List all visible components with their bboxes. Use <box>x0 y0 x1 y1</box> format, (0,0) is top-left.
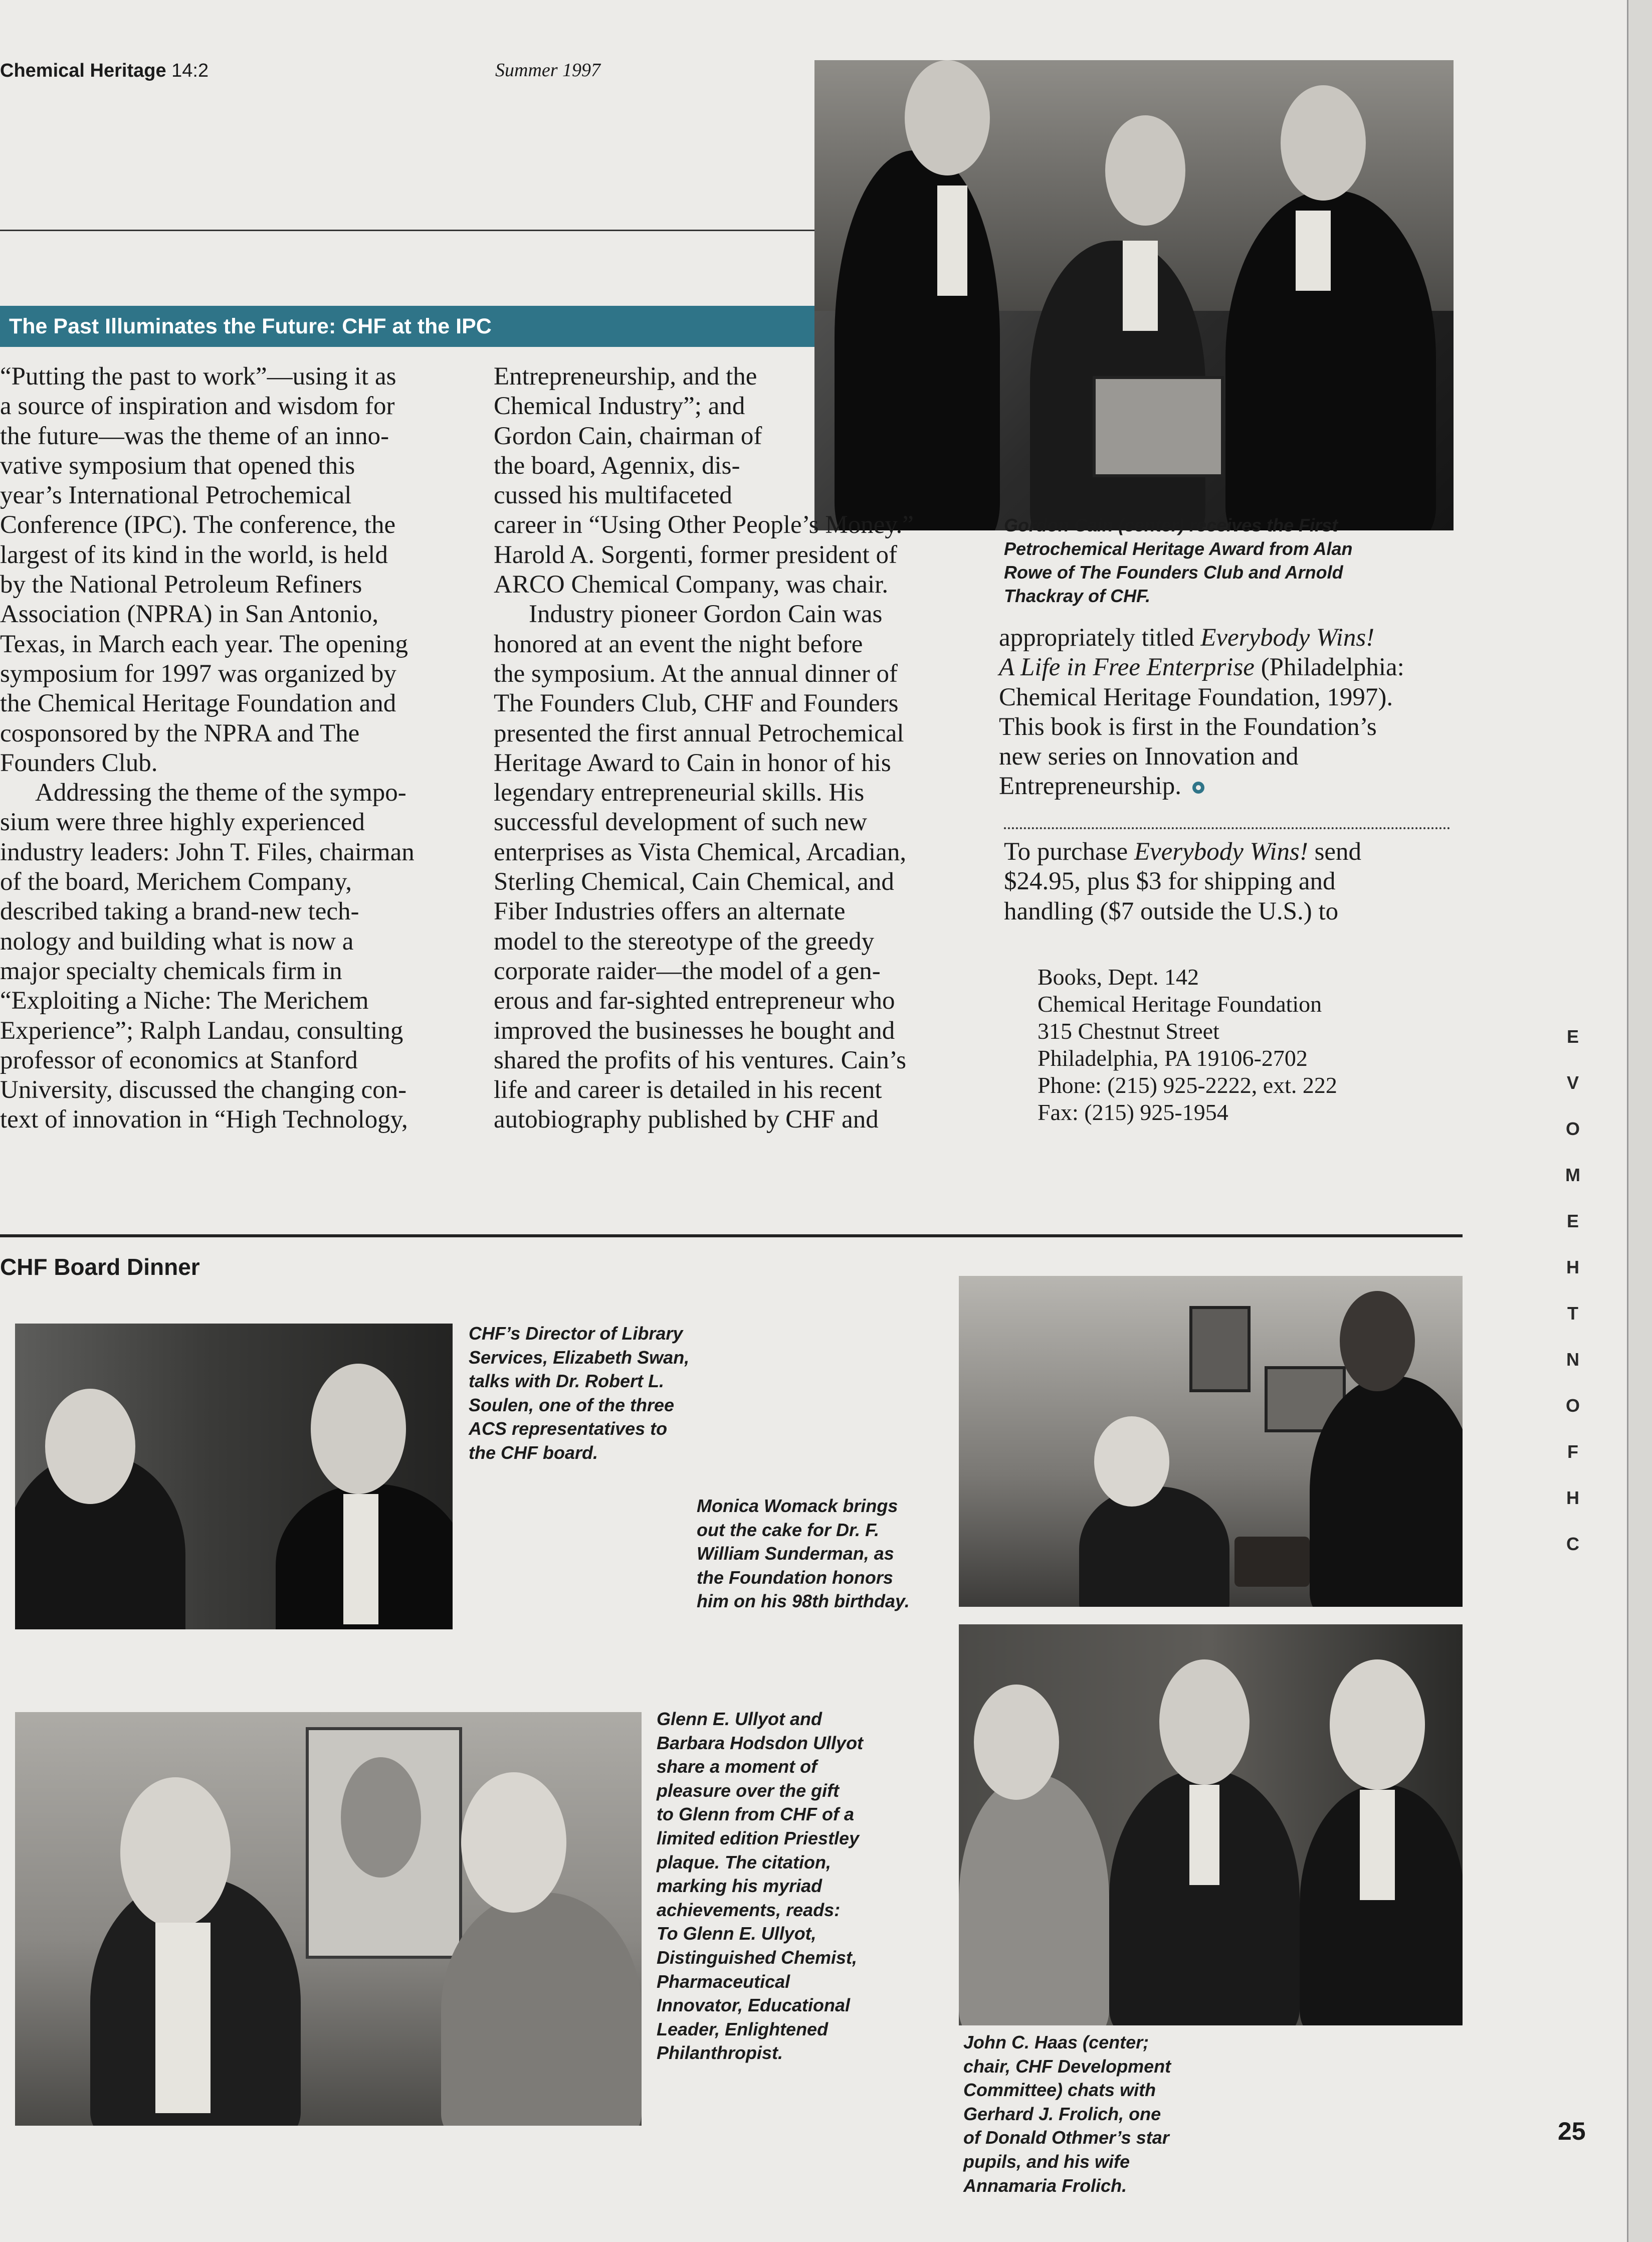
text-run: send <box>1308 838 1362 866</box>
caption-line: Committee) chats with <box>963 2080 1156 2101</box>
order-address <box>1038 964 1337 1126</box>
article-line: career in “Using Other People’s Money.” <box>494 511 914 539</box>
article-line: Chemical Industry”; and <box>494 392 745 421</box>
article-line: Heritage Award to Cain in honor of his <box>494 749 891 777</box>
section-banner: The Past Illuminates the Future: CHF at the IPC <box>0 306 814 347</box>
caption-line: out the cake for Dr. F. <box>697 1519 880 1540</box>
ullyot-photo <box>15 1712 642 2126</box>
caption-line: Innovator, Educational <box>657 1995 851 2016</box>
article-line <box>999 653 1404 682</box>
article-line: the board, Agennix, dis- <box>494 451 740 480</box>
article-line: the symposium. At the annual dinner of <box>494 659 898 688</box>
sidebar-letter: O <box>1565 1395 1580 1416</box>
article-line: the Chemical Heritage Foundation and <box>0 689 396 718</box>
article-line: legendary entrepreneurial skills. His <box>494 779 865 807</box>
article-line: Entrepreneurship, and the <box>494 362 757 391</box>
caption-line: William Sunderman, as <box>697 1543 894 1564</box>
article-line: symposium for 1997 was organized by <box>0 659 396 688</box>
womack-caption <box>697 1494 910 1613</box>
caption-line: Glenn E. Ullyot and <box>657 1709 822 1729</box>
page-edge <box>1627 0 1652 2242</box>
swan-soulen-caption <box>469 1322 689 1465</box>
article-column-1 <box>0 362 415 1135</box>
running-head-season: Summer 1997 <box>495 60 601 81</box>
caption-line: chair, CHF Development <box>963 2056 1171 2077</box>
caption-line: To Glenn E. Ullyot, <box>657 1923 816 1944</box>
article-line: nology and building what is now a <box>0 927 354 956</box>
caption-line: CHF’s Director of Library <box>469 1323 683 1344</box>
article-line: Association (NPRA) in San Antonio, <box>0 600 379 629</box>
running-head-journal <box>0 60 209 82</box>
article-column-3 <box>999 623 1404 802</box>
book-title: Everybody Wins! <box>1134 838 1308 866</box>
article-line: presented the first annual Petrochemical <box>494 719 904 748</box>
caption-line: achievements, reads: <box>657 1899 841 1920</box>
purchase-info <box>1004 837 1361 926</box>
article-line: enterprises as Vista Chemical, Arcadian, <box>494 838 907 866</box>
article-line: Fiber Industries offers an alternate <box>494 897 846 926</box>
caption-line: Annamaria Frolich. <box>963 2175 1127 2196</box>
sidebar-letter: H <box>1566 1257 1579 1277</box>
article-line: industry leaders: John T. Files, chairman <box>0 838 415 866</box>
book-subtitle: A Life in Free Enterprise <box>999 653 1255 682</box>
sidebar-letter: V <box>1566 1072 1579 1093</box>
sidebar-letter: H <box>1566 1487 1579 1508</box>
article-line: professor of economics at Stanford <box>0 1046 358 1074</box>
haas-frolich-photo <box>959 1624 1463 2025</box>
section-sidebar-label <box>1563 1028 1583 1581</box>
sidebar-letter: T <box>1567 1303 1578 1324</box>
article-line: new series on Innovation and <box>999 742 1299 771</box>
article-line: Industry pioneer Gordon Cain was <box>529 600 883 629</box>
article-line: Addressing the theme of the sympo- <box>35 779 406 807</box>
caption-line: Barbara Hodsdon Ullyot <box>657 1732 864 1753</box>
caption-line: ACS representatives to <box>469 1418 668 1439</box>
article-line: major specialty chemicals firm in <box>0 957 342 985</box>
ullyot-caption <box>657 1707 863 2065</box>
sidebar-letter: E <box>1566 1211 1579 1231</box>
article-line: Experience”; Ralph Landau, consulting <box>0 1016 403 1045</box>
article-column-2 <box>494 362 914 1135</box>
caption-line: Gerhard J. Frolich, one <box>963 2103 1161 2124</box>
journal-title: Chemical Heritage <box>0 60 166 81</box>
award-photo-caption <box>1004 513 1353 608</box>
page-number: 25 <box>1558 2117 1586 2145</box>
sidebar-letter: N <box>1566 1349 1579 1370</box>
text-run: (Philadelphia: <box>1254 653 1404 682</box>
article-line: vative symposium that opened this <box>0 451 355 480</box>
article-line: cussed his multifaceted <box>494 481 732 510</box>
caption-line: Leader, Enlightened <box>657 2018 829 2039</box>
book-title: Everybody Wins! <box>1200 624 1375 652</box>
article-line <box>999 623 1404 653</box>
article-line: of the board, Merichem Company, <box>0 868 352 896</box>
article-line: “Exploiting a Niche: The Merichem <box>0 987 369 1015</box>
article-line: by the National Petroleum Refiners <box>0 571 362 599</box>
article-line <box>1004 837 1361 867</box>
article-line: largest of its kind in the world, is held <box>0 540 388 569</box>
caption-line: pleasure over the gift <box>657 1780 840 1801</box>
article-line: Chemical Heritage Foundation, 1997). <box>999 683 1393 711</box>
article-line: cosponsored by the NPRA and The <box>0 719 360 748</box>
article-line: University, discussed the changing con- <box>0 1076 407 1104</box>
article-line: sium were three highly experienced <box>0 808 365 837</box>
caption-line: Services, Elizabeth Swan, <box>469 1347 690 1368</box>
text-run: To purchase <box>1004 838 1134 866</box>
section-rule <box>0 1234 1463 1237</box>
article-line: text of innovation in “High Technology, <box>0 1105 408 1134</box>
end-mark-icon <box>1191 780 1206 795</box>
article-line: life and career is detailed in his recent <box>494 1076 882 1104</box>
sidebar-letter: O <box>1565 1118 1580 1139</box>
article-line: Conference (IPC). The conference, the <box>0 511 396 539</box>
dotted-divider <box>1004 827 1450 829</box>
article-line: successful development of such new <box>494 808 867 837</box>
address-line: 315 Chestnut Street <box>1038 1018 1219 1044</box>
sidebar-letter: F <box>1567 1441 1578 1462</box>
board-dinner-heading: CHF Board Dinner <box>0 1254 200 1280</box>
haas-caption <box>963 2030 1171 2197</box>
caption-line: Soulen, one of the three <box>469 1394 675 1415</box>
caption-line: to Glenn from CHF of a <box>657 1804 854 1825</box>
article-line: the future—was the theme of an inno- <box>0 422 389 450</box>
caption-line: Pharmaceutical <box>657 1971 790 1992</box>
caption-line: of Donald Othmer’s star <box>963 2127 1169 2148</box>
address-line: Chemical Heritage Foundation <box>1038 991 1322 1017</box>
caption-line: Philanthropist. <box>657 2042 783 2064</box>
article-line: erous and far-sighted entrepreneur who <box>494 987 895 1015</box>
caption-line: Petrochemical Heritage Award from Alan <box>1004 538 1353 559</box>
article-line: Sterling Chemical, Cain Chemical, and <box>494 868 894 896</box>
article-line: model to the stereotype of the greedy <box>494 927 875 956</box>
article-line: described taking a brand-new tech- <box>0 897 359 926</box>
article-line: Founders Club. <box>0 749 158 777</box>
text-run: appropriately titled <box>999 624 1201 652</box>
article-line: This book is first in the Foundation’s <box>999 712 1377 741</box>
article-line: honored at an event the night before <box>494 630 863 658</box>
caption-line: Distinguished Chemist, <box>657 1947 858 1968</box>
caption-line: marking his myriad <box>657 1876 822 1897</box>
caption-line: pupils, and his wife <box>963 2151 1130 2172</box>
caption-line: limited edition Priestley <box>657 1827 860 1848</box>
caption-line: share a moment of <box>657 1756 817 1777</box>
womack-sunderman-photo <box>959 1276 1463 1607</box>
article-line: corporate raider—the model of a gen- <box>494 957 881 985</box>
address-line: Fax: (215) 925-1954 <box>1038 1099 1228 1125</box>
caption-line: talks with Dr. Robert L. <box>469 1371 665 1392</box>
article-line <box>999 772 1404 801</box>
article-line: autobiography published by CHF and <box>494 1105 879 1134</box>
article-line: The Founders Club, CHF and Founders <box>494 689 899 718</box>
header-rule <box>0 230 816 231</box>
caption-line: him on his 98th birthday. <box>697 1591 910 1612</box>
article-line: Harold A. Sorgenti, former president of <box>494 540 897 569</box>
journal-issue: 14:2 <box>171 60 209 81</box>
caption-line: John C. Haas (center; <box>963 2032 1149 2052</box>
article-line: year’s International Petrochemical <box>0 481 352 510</box>
article-line: ARCO Chemical Company, was chair. <box>494 571 889 599</box>
article-line: Gordon Cain, chairman of <box>494 422 762 450</box>
article-line: $24.95, plus $3 for shipping and <box>1004 867 1336 896</box>
article-line: handling ($7 outside the U.S.) to <box>1004 897 1339 925</box>
caption-line: Gordon Cain (center) receives the First <box>1004 515 1338 535</box>
address-line: Phone: (215) 925-2222, ext. 222 <box>1038 1072 1337 1098</box>
swan-soulen-photo <box>15 1324 453 1629</box>
article-line: improved the businesses he bought and <box>494 1016 895 1045</box>
text-run: Entrepreneurship. <box>999 772 1181 801</box>
caption-line: Thackray of CHF. <box>1004 586 1151 606</box>
sidebar-letter: E <box>1566 1026 1579 1047</box>
sidebar-letter: M <box>1565 1165 1580 1185</box>
article-line: “Putting the past to work”—using it as <box>0 362 396 391</box>
article-line: a source of inspiration and wisdom for <box>0 392 395 421</box>
caption-line: the CHF board. <box>469 1442 598 1463</box>
caption-line: plaque. The citation, <box>657 1851 832 1873</box>
sidebar-letter: C <box>1566 1534 1579 1554</box>
address-line: Books, Dept. 142 <box>1038 964 1199 990</box>
caption-line: Rowe of The Founders Club and Arnold <box>1004 562 1343 583</box>
address-line: Philadelphia, PA 19106-2702 <box>1038 1045 1308 1071</box>
caption-line: the Foundation honors <box>697 1567 893 1588</box>
article-line: Texas, in March each year. The opening <box>0 630 408 658</box>
article-line: shared the profits of his ventures. Cain’s <box>494 1046 906 1074</box>
caption-line: Monica Womack brings <box>697 1496 898 1516</box>
